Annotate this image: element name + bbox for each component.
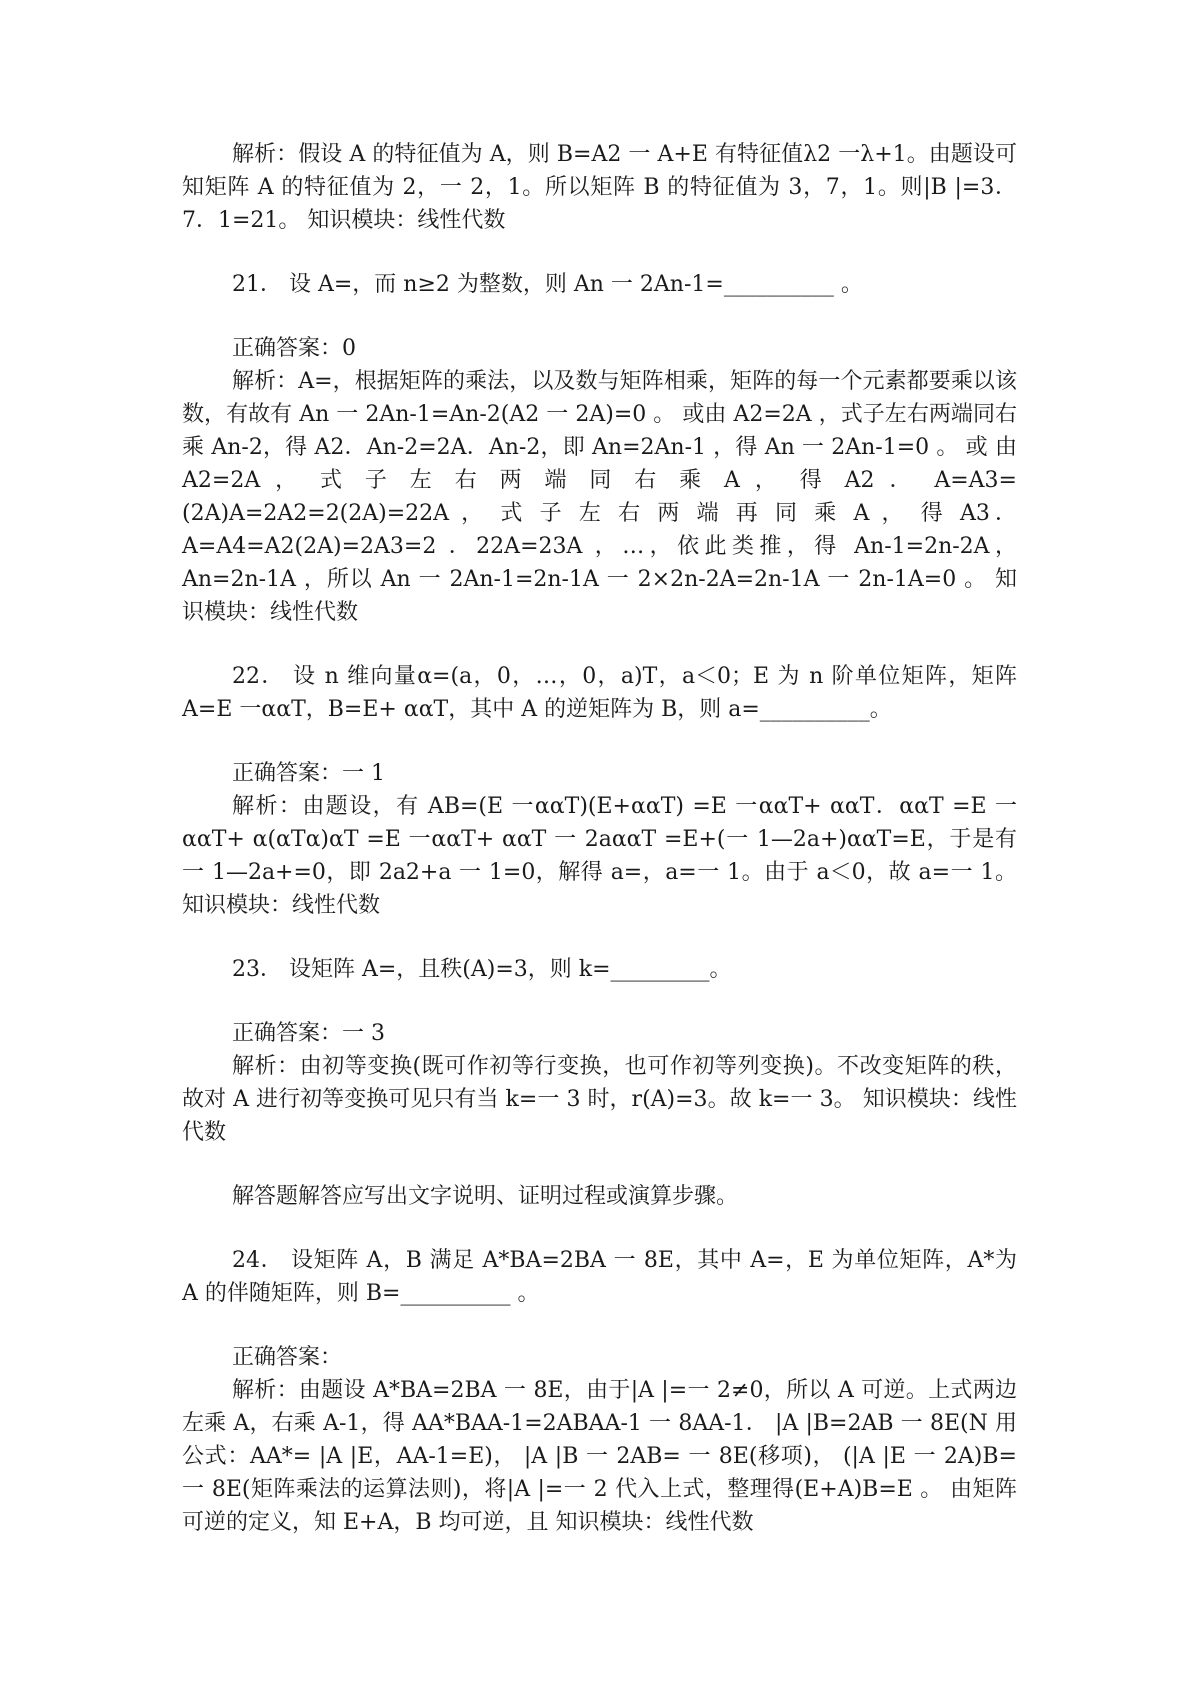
analysis-paragraph-24: 解析：由题设 A*BA=2BA 一 8E，由于|A |=一 2≠0，所以 A 可逆。上式两边左乘 A，右乘 A-1，得 AA*BAA-1=2ABAA-1 一 8AA-1． |A |B=2AB 一 8E(N 用公式：AA*= |A |E，AA-1=E)， |A |B 一 2AB= 一 8E(移项)， (|A |E 一 2A)B= 一 8E(矩阵乘法的运算法则)，将|A |=一 2 代入上式，整理得(E+A)B=E 。 由矩阵可逆的定义，知 E+A，B 均可逆，且 知识模块：线性代数 [182, 1378, 1017, 1535]
analysis-paragraph-20: 解析：假设 A 的特征值为 A，则 B=A2 一 A+E 有特征值λ2 一λ+1。由题设可知矩阵 A 的特征值为 2，一 2，1。所以矩阵 B 的特征值为 3，7，1。则|B |=3．7．1=21。 知识模块：线性代数 [182, 142, 1017, 233]
question-22: 22． 设 n 维向量α=(a，0，…，0，a)T，a＜0；E 为 n 阶单位矩阵，矩阵 A=E 一ααT，B=E+ ααT，其中 A 的逆矩阵为 B，则 a=__________。 [182, 664, 1017, 722]
question-23: 23． 设矩阵 A=，且秩(A)=3，则 k=_________。 [232, 957, 732, 982]
question-21: 21． 设 A=，而 n≥2 为整数，则 An 一 2An-1=__________ 。 [232, 272, 863, 297]
document-page [182, 138, 1017, 1539]
answer-24: 正确答案： [232, 1345, 343, 1370]
answer-23: 正确答案：一 3 [232, 1021, 385, 1046]
answer-21: 正确答案：0 [232, 336, 356, 361]
question-24: 24． 设矩阵 A，B 满足 A*BA=2BA 一 8E，其中 A=，E 为单位矩阵，A*为 A 的伴随矩阵，则 B=__________ 。 [182, 1248, 1017, 1306]
section-instruction: 解答题解答应写出文字说明、证明过程或演算步骤。 [232, 1184, 739, 1209]
analysis-paragraph-22: 解析：由题设，有 AB=(E 一ααT)(E+ααT) =E 一ααT+ ααT．ααT =E 一ααT+ α(αTα)αT =E 一ααT+ ααT 一 2aααT =E+(一 1—2a+)ααT=E，于是有一 1—2a+=0，即 2a2+a 一 1=0，解得 a=，a=一 1。由于 a＜0，故 a=一 1。 知识模块：线性代数 [182, 794, 1017, 918]
analysis-paragraph-23: 解析：由初等变换(既可作初等行变换，也可作初等列变换)。不改变矩阵的秩，故对 A 进行初等变换可见只有当 k=一 3 时，r(A)=3。故 k=一 3。 知识模块：线性代数 [182, 1054, 1017, 1145]
analysis-paragraph-21: 解析：A=，根据矩阵的乘法，以及数与矩阵相乘，矩阵的每一个元素都要乘以该数，有故有 An 一 2An-1=An-2(A2 一 2A)=0 。 或由 A2=2A ，式子左右两端同右乘 An-2，得 A2．An-2=2A．An-2，即 An=2An-1 ，得 An 一 2An-1=0 。 或 由 A2=2A ， 式 子 左 右 两 端 同 右 乘 A ， 得 A2 ． A=A3=(2A)A=2A2=2(2A)=22A ， 式 子 左 右 两 端 再 同 乘 A ， 得 A3．A=A4=A2(2A)=2A3=2 ．22A=23A ，…，依此类推，得 An-1=2n-2A，An=2n-1A ，所以 An 一 2An-1=2n-1A 一 2×2n-2A=2n-1A 一 2n-1A=0 。 知识模块：线性代数 [182, 369, 1017, 625]
answer-22: 正确答案：一 1 [232, 761, 385, 786]
